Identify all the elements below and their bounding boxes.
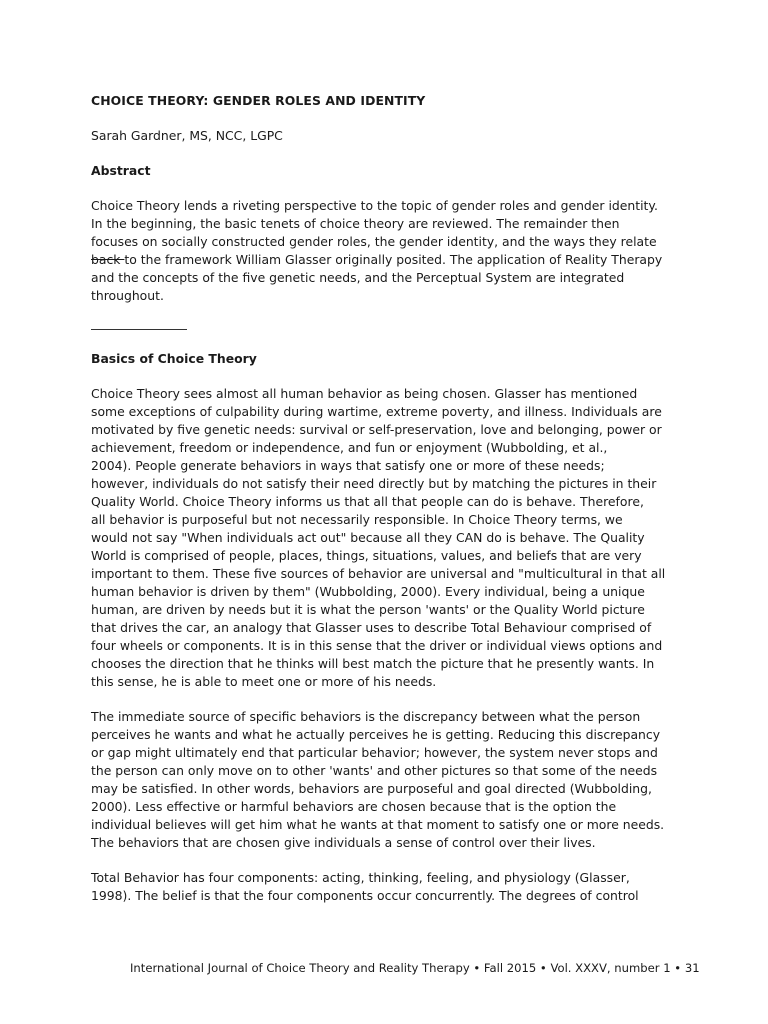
abstract-line: In the beginning, the basic tenets of choice theory are reviewed. The remainder then bbox=[91, 216, 620, 231]
paragraph-line: however, individuals do not satisfy their need directly but by matching the pictures in their bbox=[91, 476, 657, 491]
paragraph-line: motivated by five genetic needs: survival or self-preservation, love and belonging, power or bbox=[91, 422, 662, 437]
paragraph-line: the person can only move on to other 'wants' and other pictures so that some of the needs bbox=[91, 763, 658, 778]
paragraph-line: human, are driven by needs but it is what the person 'wants' or the Quality World picture bbox=[91, 602, 645, 617]
paragraph-line: achievement, freedom or independence, and fun or enjoyment (Wubbolding, et al., bbox=[91, 440, 608, 455]
article-title: CHOICE THEORY: GENDER ROLES AND IDENTITY bbox=[91, 93, 426, 108]
abstract-line-rest: to the framework William Glasser originally posited. The application of Reality Therapy bbox=[124, 252, 663, 267]
section-heading: Basics of Choice Theory bbox=[91, 351, 257, 366]
section-divider bbox=[91, 329, 187, 330]
page-content bbox=[91, 92, 681, 922]
paragraph-line: would not say "When individuals act out" because all they CAN do is behave. The Quality bbox=[91, 530, 645, 545]
paragraph-line: 2000). Less effective or harmful behaviors are chosen because that is the option the bbox=[91, 799, 617, 814]
paragraph-line: all behavior is purposeful but not necessarily responsible. In Choice Theory terms, we bbox=[91, 512, 623, 527]
abstract-line bbox=[91, 251, 681, 269]
paragraph-line: four wheels or components. It is in this sense that the driver or individual views options and bbox=[91, 638, 663, 653]
paragraph-line: this sense, he is able to meet one or more of his needs. bbox=[91, 674, 437, 689]
paragraph-line: or gap might ultimately end that particular behavior; however, the system never stops and bbox=[91, 745, 658, 760]
paragraph-line: perceives he wants and what he actually perceives he is getting. Reducing this discrepancy bbox=[91, 727, 661, 742]
paragraph-line: chooses the direction that he thinks will best match the picture that he presently wants. In bbox=[91, 656, 655, 671]
paragraph-line: individual believes will get him what he wants at that moment to satisfy one or more needs. bbox=[91, 817, 665, 832]
abstract-heading: Abstract bbox=[91, 163, 151, 178]
paragraph-line: The behaviors that are chosen give individuals a sense of control over their lives. bbox=[91, 835, 596, 850]
paragraph-line: that drives the car, an analogy that Glasser uses to describe Total Behaviour comprised of bbox=[91, 620, 652, 635]
paragraph-line: may be satisfied. In other words, behaviors are purposeful and goal directed (Wubbolding, bbox=[91, 781, 652, 796]
body-paragraph-1 bbox=[91, 385, 681, 691]
paragraph-line: The immediate source of specific behaviors is the discrepancy between what the person bbox=[91, 709, 641, 724]
paragraph-line: 2004). People generate behaviors in ways that satisfy one or more of these needs; bbox=[91, 458, 605, 473]
abstract-line: focuses on socially constructed gender roles, the gender identity, and the ways they relate bbox=[91, 234, 657, 249]
body-paragraph-3 bbox=[91, 869, 681, 905]
abstract-paragraph bbox=[91, 197, 681, 305]
paragraph-line: Quality World. Choice Theory informs us that all that people can do is behave. Therefore, bbox=[91, 494, 644, 509]
abstract-line: throughout. bbox=[91, 288, 164, 303]
paragraph-line: some exceptions of culpability during wartime, extreme poverty, and illness. Individuals are bbox=[91, 404, 662, 419]
journal-footer: International Journal of Choice Theory and Reality Therapy • Fall 2015 • Vol. XXXV, number 1 • 31 bbox=[130, 961, 700, 975]
paragraph-line: Total Behavior has four components: acting, thinking, feeling, and physiology (Glasser, bbox=[91, 870, 630, 885]
paragraph-line: 1998). The belief is that the four components occur concurrently. The degrees of control bbox=[91, 888, 639, 903]
paragraph-line: Choice Theory sees almost all human behavior as being chosen. Glasser has mentioned bbox=[91, 386, 638, 401]
article-author: Sarah Gardner, MS, NCC, LGPC bbox=[91, 128, 283, 143]
body-paragraph-2 bbox=[91, 708, 681, 852]
paragraph-line: human behavior is driven by them" (Wubbolding, 2000). Every individual, being a unique bbox=[91, 584, 645, 599]
paragraph-line: important to them. These five sources of behavior are universal and "multicultural in that all bbox=[91, 566, 666, 581]
abstract-line: and the concepts of the five genetic needs, and the Perceptual System are integrated bbox=[91, 270, 625, 285]
paragraph-line: World is comprised of people, places, things, situations, values, and beliefs that are very bbox=[91, 548, 642, 563]
abstract-line: Choice Theory lends a riveting perspective to the topic of gender roles and gender identity. bbox=[91, 198, 658, 213]
struck-text: back bbox=[91, 252, 125, 267]
